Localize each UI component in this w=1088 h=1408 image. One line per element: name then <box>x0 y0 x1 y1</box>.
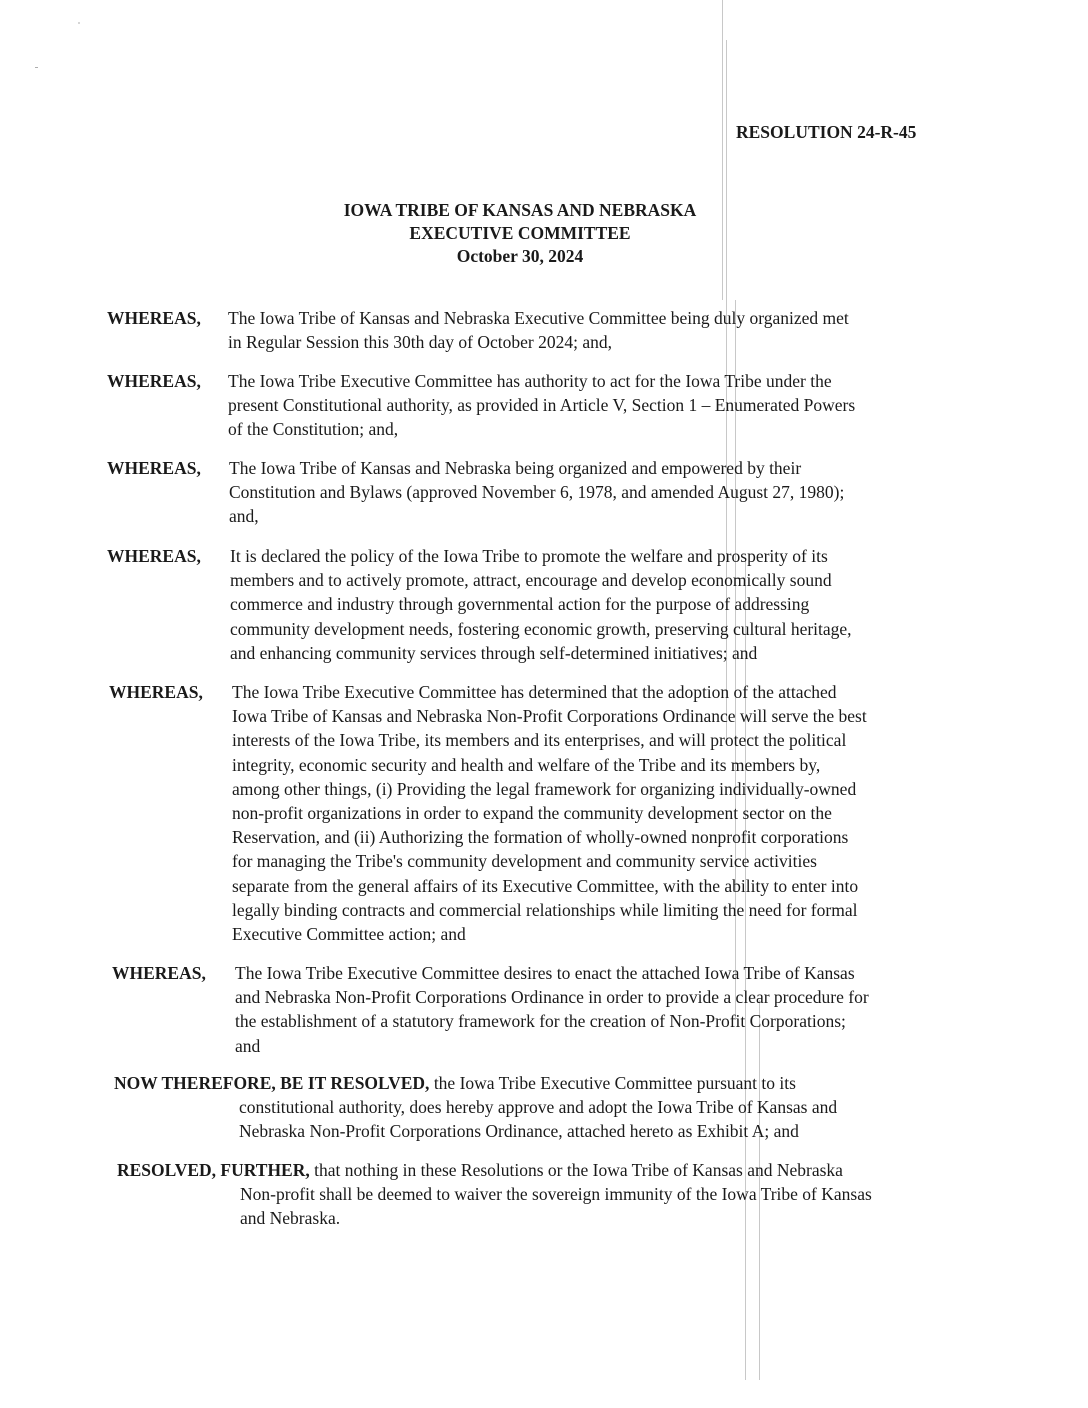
clause-line: Nebraska Non-Profit Corporations Ordinance, attached hereto as Exhibit A; and <box>239 1121 799 1142</box>
clause-line: among other things, (i) Providing the legal framework for organizing individually-owned <box>232 778 857 799</box>
document-header <box>280 199 760 268</box>
clause-line: the Iowa Tribe Executive Committee pursuant to its <box>429 1073 796 1093</box>
clause-line: Reservation, and (ii) Authorizing the formation of wholly-owned nonprofit corporations <box>232 827 849 848</box>
whereas-label: WHEREAS, <box>107 371 201 391</box>
whereas-label: WHEREAS, <box>107 458 201 478</box>
clause-line: members and to actively promote, attract, encourage and develop economically sound <box>230 570 832 591</box>
clause-line: in Regular Session this 30th day of October 2024; and, <box>228 332 612 353</box>
clause-line: integrity, economic security and health and welfare of the Tribe and its members by, <box>232 754 821 775</box>
clause-line: The Iowa Tribe Executive Committee desires to enact the attached Iowa Tribe of Kansas <box>235 963 855 983</box>
scan-speck <box>78 22 80 24</box>
clause-line: The Iowa Tribe of Kansas and Nebraska Executive Committee being duly organized met <box>228 308 849 328</box>
clause-text <box>232 680 867 946</box>
resolved-label: NOW THEREFORE, BE IT RESOLVED, <box>114 1073 430 1093</box>
clause-line: and enhancing community services through self-determined initiatives; and <box>230 642 758 663</box>
committee-name: EXECUTIVE COMMITTEE <box>409 223 631 243</box>
clause-text <box>230 544 852 665</box>
meeting-date: October 30, 2024 <box>456 246 584 266</box>
clause-first-line <box>114 1071 837 1095</box>
clause-text <box>228 306 849 354</box>
resolved-label: RESOLVED, FURTHER, <box>117 1160 310 1180</box>
clause-text <box>235 961 869 1058</box>
clause-line: of the Constitution; and, <box>228 419 399 440</box>
clause-line: The Iowa Tribe Executive Committee has determined that the adoption of the attached <box>232 682 837 702</box>
clause-line: community development needs, fostering economic growth, preserving cultural heritage, <box>230 618 852 639</box>
clause-line: Executive Committee action; and <box>232 924 466 945</box>
clause-line: separate from the general affairs of its Executive Committee, with the ability to enter into <box>232 875 859 896</box>
clause-line: It is declared the policy of the Iowa Tribe to promote the welfare and prosperity of its <box>230 546 828 566</box>
clause-line: Constitution and Bylaws (approved November 6, 1978, and amended August 27, 1980); <box>229 482 845 503</box>
clause-line: interests of the Iowa Tribe, its members and its enterprises, and will protect the political <box>232 730 847 751</box>
whereas-label: WHEREAS, <box>107 546 201 566</box>
clause-line: and Nebraska. <box>240 1208 341 1229</box>
clause-text <box>228 369 855 442</box>
clause-line: The Iowa Tribe of Kansas and Nebraska being organized and empowered by their <box>229 458 802 478</box>
whereas-label: WHEREAS, <box>109 682 203 702</box>
whereas-label: WHEREAS, <box>107 308 201 328</box>
clause-line: The Iowa Tribe Executive Committee has authority to act for the Iowa Tribe under the <box>228 371 832 391</box>
clause-line: and, <box>229 506 259 527</box>
clause-line: Non-profit shall be deemed to waiver the sovereign immunity of the Iowa Tribe of Kansas <box>240 1184 872 1205</box>
clause-line: the establishment of a statutory framework for the creation of Non-Profit Corporations; <box>235 1011 846 1032</box>
clause-line: Iowa Tribe of Kansas and Nebraska Non-Profit Corporations Ordinance will serve the best <box>232 706 867 727</box>
organization-name: IOWA TRIBE OF KANSAS AND NEBRASKA <box>343 200 697 220</box>
clause-line: legally binding contracts and commercial relationships while limiting the need for formal <box>232 899 858 920</box>
scan-speck <box>35 67 38 68</box>
clause-text <box>114 1095 837 1143</box>
clause-text <box>117 1182 872 1230</box>
clause-line: that nothing in these Resolutions or the Iowa Tribe of Kansas and Nebraska <box>309 1160 843 1180</box>
resolved-clause <box>117 1158 872 1231</box>
clause-line: non-profit organizations in order to expand the community development sector on the <box>232 803 832 824</box>
clause-line: for managing the Tribe's community development and community service activities <box>232 851 817 872</box>
clause-line: and Nebraska Non-Profit Corporations Ordinance in order to provide a clear procedure for <box>235 987 869 1008</box>
whereas-label: WHEREAS, <box>112 963 206 983</box>
clause-line: and <box>235 1035 261 1056</box>
clause-text <box>229 456 844 529</box>
clause-first-line <box>117 1158 872 1182</box>
clause-line: present Constitutional authority, as provided in Article V, Section 1 – Enumerated Powers <box>228 395 856 416</box>
resolution-number: RESOLUTION 24-R-45 <box>736 122 917 142</box>
resolved-clause <box>114 1071 837 1144</box>
clause-line: commerce and industry through governmental action for the purpose of addressing <box>230 594 810 615</box>
clause-line: constitutional authority, does hereby approve and adopt the Iowa Tribe of Kansas and <box>239 1097 838 1118</box>
